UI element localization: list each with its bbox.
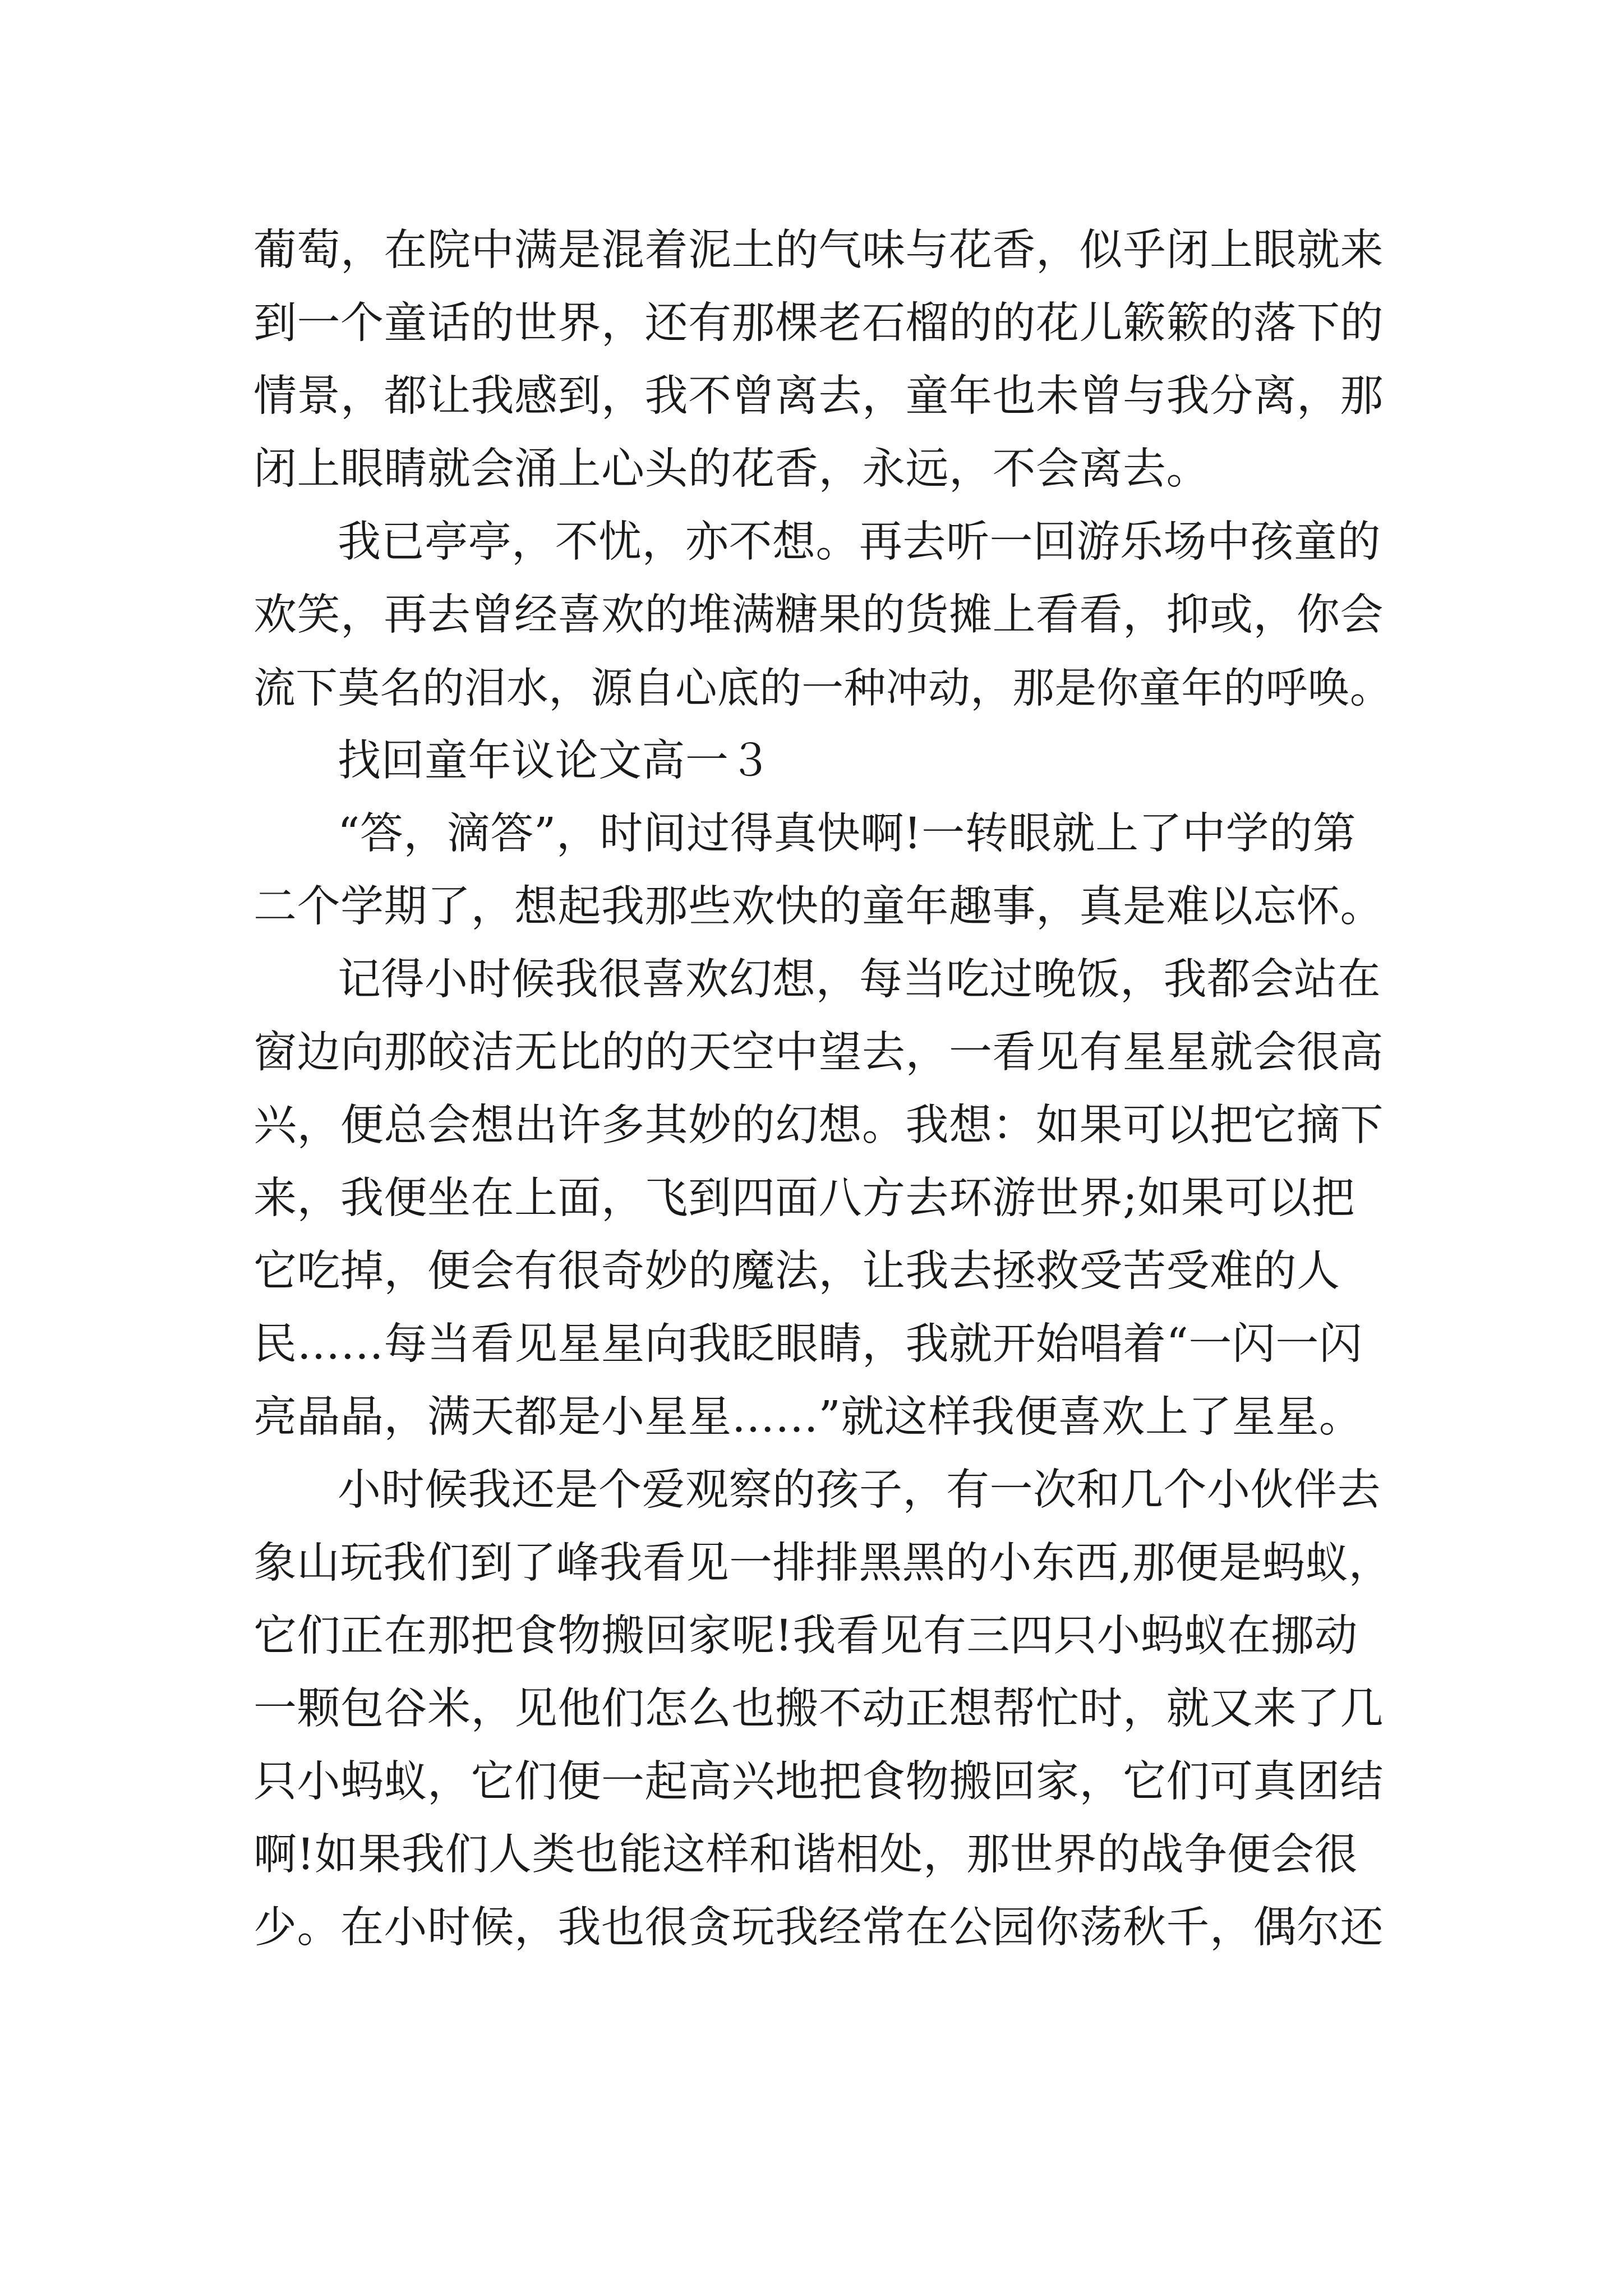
text-line: 到一个童话的世界，还有那棵老石榴的的花儿簌簌的落下的 (253, 298, 1384, 348)
text-line: 找回童年议论文高一３ (338, 736, 772, 786)
document-body (253, 214, 1392, 1964)
text-line: 葡萄，在院中满是混着泥土的气味与花香，似乎闭上眼就来 (253, 226, 1384, 275)
text-line: 流下莫名的泪水，源自心底的一种冲动，那是你童年的呼唤。 (253, 664, 1393, 712)
text-line: 象山玩我们到了峰我看见一排排黑黑的小东西,那便是蚂蚁， (253, 1538, 1392, 1588)
text-line: 我已亭亭，不忧，亦不想。再去听一回游乐场中孩童的 (338, 517, 1381, 567)
text-line: 民……每当看见星星向我眨眼睛，我就开始唱着“一闪一闪 (253, 1319, 1363, 1369)
text-line: 来，我便坐在上面，飞到四面八方去环游世界;如果可以把 (253, 1174, 1355, 1223)
text-line: 只小蚂蚁，它们便一起高兴地把食物搬回家，它们可真团结 (253, 1757, 1384, 1807)
text-line: 啊!如果我们人类也能这样和谐相处，那世界的战争便会很 (253, 1830, 1358, 1880)
text-line: 闭上眼睛就会涌上心头的花香，永远，不会离去。 (253, 444, 1210, 494)
text-line: 小时候我还是个爱观察的孩子，有一次和几个小伙伴去 (338, 1465, 1381, 1515)
text-line: 二个学期了，想起我那些欢快的童年趣事，真是难以忘怀。 (253, 882, 1384, 932)
text-line: 它们正在那把食物搬回家呢!我看见有三四只小蚂蚁在挪动 (253, 1611, 1358, 1661)
text-line: 情景，都让我感到，我不曾离去，童年也未曾与我分离，那 (253, 371, 1384, 421)
text-line: 亮晶晶，满天都是小星星……”就这样我便喜欢上了星星。 (253, 1392, 1363, 1442)
text-line: “答，滴答”，时间过得真快啊!一转眼就上了中学的第 (338, 809, 1357, 859)
text-line: 兴，便总会想出许多其妙的幻想。我想：如果可以把它摘下 (253, 1101, 1384, 1151)
text-line: 一颗包谷米，见他们怎么也搬不动正想帮忙时，就又来了几 (253, 1684, 1384, 1734)
text-line: 记得小时候我很喜欢幻想，每当吃过晚饭，我都会站在 (338, 955, 1381, 1005)
text-line: 欢笑，再去曾经喜欢的堆满糖果的货摊上看看，抑或，你会 (253, 590, 1384, 640)
text-line: 它吃掉，便会有很奇妙的魔法，让我去拯救受苦受难的人 (253, 1246, 1340, 1296)
text-line: 少。在小时候，我也很贪玩我经常在公园你荡秋千，偶尔还 (253, 1903, 1384, 1953)
text-line: 窗边向那皎洁无比的的天空中望去，一看见有星星就会很高 (253, 1028, 1384, 1078)
